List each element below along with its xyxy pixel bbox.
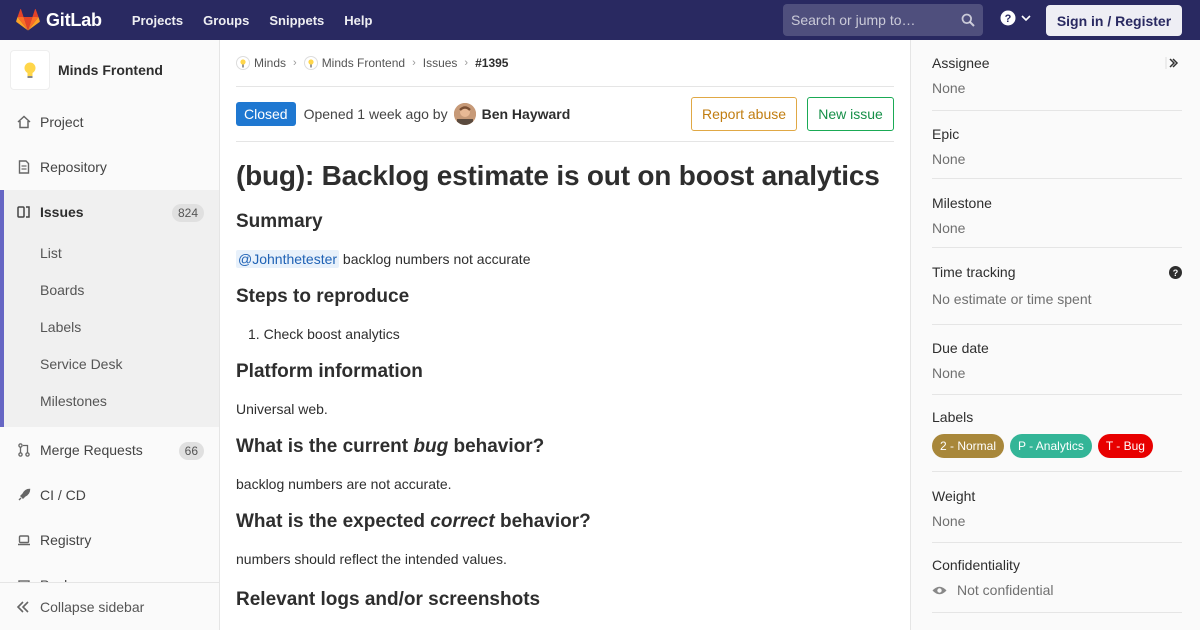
section-heading-expected-behavior xyxy=(236,511,894,533)
milestone-block xyxy=(932,195,1182,248)
double-chevron-left-icon xyxy=(16,600,30,614)
chevron-down-icon xyxy=(1020,13,1032,23)
sign-in-button[interactable]: Sign in / Register xyxy=(1046,5,1182,36)
sidebar-item-issues[interactable] xyxy=(0,190,220,234)
sidebar-subitem-labels[interactable]: Labels xyxy=(40,319,82,335)
sidebar-item-merge-requests[interactable] xyxy=(0,428,220,472)
lightbulb-icon xyxy=(304,56,318,70)
heading-text: What is the current xyxy=(236,436,414,457)
gitlab-logo[interactable] xyxy=(16,9,102,31)
svg-text:?: ? xyxy=(1172,268,1179,278)
heading-emphasis: correct xyxy=(430,511,495,532)
epic-value: None xyxy=(932,151,966,167)
list-item-number: 1. xyxy=(248,326,260,342)
breadcrumb-issues[interactable]: Issues xyxy=(422,56,458,70)
question-icon[interactable] xyxy=(1169,266,1182,279)
sidebar-item-label: CI / CD xyxy=(40,487,86,503)
top-nav-links xyxy=(122,13,383,28)
due-date-title: Due date xyxy=(932,340,989,356)
confidentiality-title: Confidentiality xyxy=(932,557,1020,573)
weight-value: None xyxy=(932,513,966,529)
heading-text: behavior? xyxy=(494,511,591,532)
epic-title: Epic xyxy=(932,126,960,142)
tanuki-icon xyxy=(16,9,40,31)
report-abuse-button[interactable]: Report abuse xyxy=(691,97,797,131)
nav-link-projects[interactable]: Projects xyxy=(131,12,184,28)
summary-paragraph xyxy=(236,251,894,267)
label-bug[interactable]: T - Bug xyxy=(1098,434,1153,458)
sidebar-item-label: Issues xyxy=(40,204,84,220)
due-date-block xyxy=(932,340,1182,395)
project-avatar xyxy=(10,50,50,90)
heading-text: behavior? xyxy=(448,436,545,457)
eye-icon xyxy=(932,585,947,596)
issues-count-badge: 824 xyxy=(172,204,204,222)
status-badge: Closed xyxy=(236,102,296,126)
breadcrumb-group[interactable]: Minds xyxy=(254,56,287,70)
nav-link-help[interactable]: Help xyxy=(344,12,373,28)
heading-emphasis: bug xyxy=(413,436,449,457)
summary-text: backlog numbers not accurate xyxy=(339,251,531,267)
rocket-icon xyxy=(16,487,32,503)
assignee-title: Assignee xyxy=(932,55,990,71)
label-analytics[interactable]: P - Analytics xyxy=(1010,434,1092,458)
lightbulb-icon xyxy=(23,61,37,79)
heading-text: What is the expected xyxy=(236,511,431,532)
weight-title: Weight xyxy=(932,488,976,504)
confidentiality-value: Not confidential xyxy=(957,582,1054,598)
section-heading-logs: Relevant logs and/or screenshots xyxy=(236,589,541,610)
labels-block xyxy=(932,409,1182,472)
sidebar-subitem-milestones[interactable]: Milestones xyxy=(40,393,107,409)
project-name: Minds Frontend xyxy=(58,62,163,78)
confidentiality-block xyxy=(932,557,1182,613)
nav-link-groups[interactable]: Groups xyxy=(203,12,250,28)
expected-behavior-paragraph: numbers should reflect the intended values. xyxy=(236,551,507,567)
issue-main-content xyxy=(236,40,894,630)
collapse-sidebar-button[interactable] xyxy=(0,582,220,630)
assignee-value: None xyxy=(932,80,966,96)
section-heading-summary: Summary xyxy=(236,211,323,232)
milestone-title: Milestone xyxy=(932,195,992,211)
current-behavior-paragraph: backlog numbers are not accurate. xyxy=(236,476,452,492)
sidebar-item-repository[interactable] xyxy=(0,145,220,189)
lightbulb-icon xyxy=(236,56,250,70)
epic-block xyxy=(932,126,1182,179)
new-issue-button[interactable]: New issue xyxy=(807,97,894,131)
time-tracking-block xyxy=(932,264,1182,325)
section-heading-steps: Steps to reproduce xyxy=(236,286,410,307)
section-heading-platform: Platform information xyxy=(236,361,423,382)
brand-name: GitLab xyxy=(46,9,102,30)
issue-right-sidebar xyxy=(910,40,1200,630)
time-tracking-value: No estimate or time spent xyxy=(932,291,1092,307)
svg-text:?: ? xyxy=(1004,13,1012,25)
list-item xyxy=(236,326,894,342)
top-navbar xyxy=(0,0,1200,40)
sidebar-item-label: Registry xyxy=(40,532,92,548)
nav-link-snippets[interactable]: Snippets xyxy=(269,12,325,28)
labels-title: Labels xyxy=(932,409,974,425)
weight-block xyxy=(932,488,1182,543)
sidebar-subitem-service-desk[interactable]: Service Desk xyxy=(40,356,123,372)
breadcrumb-project[interactable]: Minds Frontend xyxy=(321,56,406,70)
chevron-right-icon: › xyxy=(293,57,297,69)
search-placeholder: Search or jump to… xyxy=(791,12,916,28)
label-normal[interactable]: 2 - Normal xyxy=(932,434,1004,458)
help-dropdown[interactable] xyxy=(1000,10,1032,26)
opened-text: Opened 1 week ago by xyxy=(303,106,448,122)
platform-paragraph: Universal web. xyxy=(236,401,328,417)
section-heading-current-behavior xyxy=(236,436,894,458)
sidebar-item-cicd[interactable] xyxy=(0,473,220,517)
issues-icon xyxy=(16,204,32,220)
issue-title: (bug): Backlog estimate is out on boost analytics xyxy=(236,160,880,191)
question-icon xyxy=(1000,10,1016,26)
sidebar-item-registry[interactable] xyxy=(0,518,220,562)
time-tracking-title: Time tracking xyxy=(932,264,1016,280)
list-item-text: Check boost analytics xyxy=(263,326,400,342)
mr-count-badge: 66 xyxy=(179,442,204,460)
sidebar-item-project[interactable] xyxy=(0,100,220,144)
breadcrumb xyxy=(236,40,894,87)
collapse-sidebar-label: Collapse sidebar xyxy=(40,598,145,615)
sidebar-item-label: Merge Requests xyxy=(40,442,143,458)
search-icon xyxy=(961,13,975,27)
milestone-value: None xyxy=(932,220,966,236)
due-date-value: None xyxy=(932,365,966,381)
merge-request-icon xyxy=(16,442,32,458)
left-sidebar xyxy=(0,40,220,630)
home-icon xyxy=(16,114,32,130)
avatar[interactable] xyxy=(454,103,476,125)
search-input[interactable] xyxy=(783,4,983,36)
labels-list xyxy=(932,434,1182,458)
sidebar-item-label: Project xyxy=(40,114,84,130)
chevron-right-icon: › xyxy=(464,57,469,69)
doc-icon xyxy=(16,159,32,175)
author-name[interactable]: Ben Hayward xyxy=(481,106,571,122)
issue-header xyxy=(236,87,894,142)
user-mention[interactable]: @Johnthetester xyxy=(238,251,338,267)
assignee-block xyxy=(932,55,1182,111)
project-header[interactable] xyxy=(0,40,219,100)
confidentiality-value-row xyxy=(932,582,1182,598)
chevron-right-icon: › xyxy=(412,57,416,69)
sidebar-item-label: Repository xyxy=(40,159,107,175)
laptop-icon xyxy=(16,532,32,548)
sidebar-subitem-list[interactable]: List xyxy=(40,245,62,261)
sidebar-subitem-boards[interactable]: Boards xyxy=(40,282,85,298)
breadcrumb-issue-id[interactable]: #1395 xyxy=(475,56,509,70)
